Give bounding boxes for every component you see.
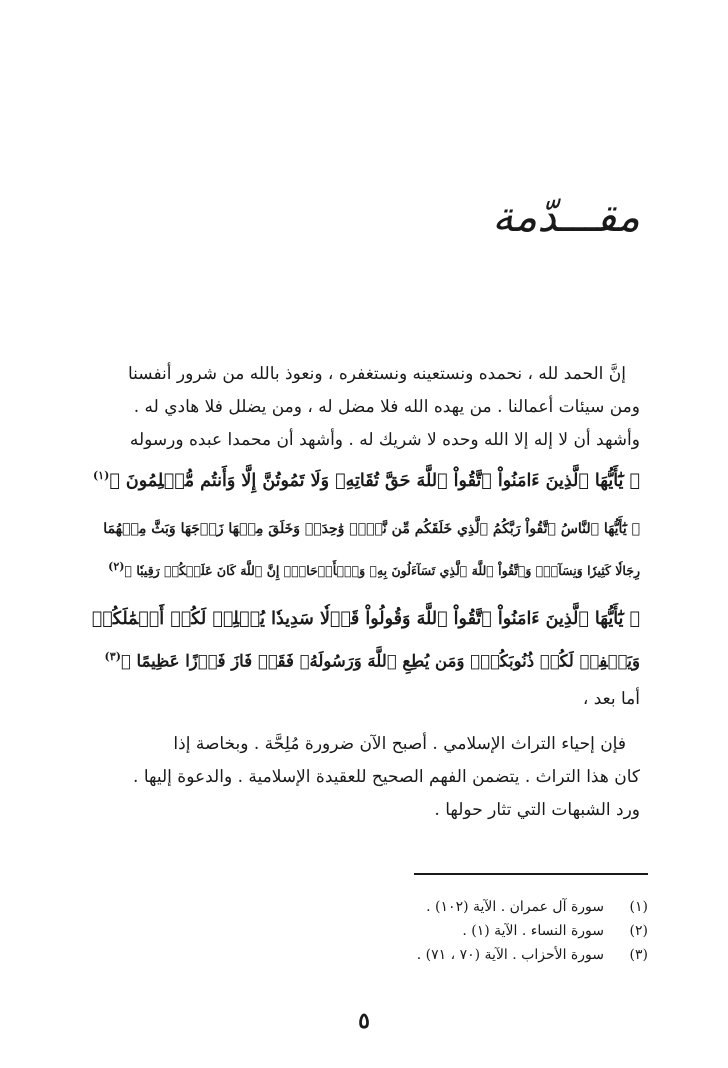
text-line-1: إنَّ الحمد لله ، نحمده ونستعينه ونستغفره ، ونعوذ بالله من شرور أنفسنا bbox=[127, 364, 626, 384]
paragraph-2 bbox=[90, 728, 640, 827]
page-heading: مقـــدّمة bbox=[492, 192, 640, 241]
introduction-text bbox=[90, 358, 640, 827]
footnote-1-text: سورة آل عمران . الآية (١٠٢) . bbox=[426, 899, 604, 915]
para2-line-2: كان هذا التراث . يتضمن الفهم الصحيح للعقيدة الإسلامية . والدعوة إليها . bbox=[133, 767, 640, 788]
quran-verse-2-line-1: ﴿ يَٰٓأَيُّهَا ٱلنَّاسُ ٱتَّقُواْ رَبَّكُمُ ٱلَّذِي خَلَقَكُم مِّن نَّفۡسٖ وَٰحِدَةٖ وَخَلَقَ مِنۡهَا زَوۡجَهَا وَبَثَّ مِنۡهُمَا bbox=[103, 520, 640, 537]
footnote-2-text: سورة النساء . الآية (١) . bbox=[462, 923, 604, 939]
text-line-3: وأشهد أن لا إله إلا الله وحده لا شريك له . وأشهد أن محمدا عبده ورسوله bbox=[129, 430, 640, 450]
verse-2-text: رِجَالٗا كَثِيرٗا وَنِسَآءٗۚ وَٱتَّقُواْ ٱللَّهَ ٱلَّذِي تَسَآءَلُونَ بِهِۦ وَٱلۡأَرۡحَامَۚ إِنَّ ٱللَّهَ كَانَ عَلَيۡكُمۡ رَقِيبٗا ﴾ bbox=[124, 562, 640, 578]
amma-baad: أما بعد ، bbox=[582, 689, 640, 710]
footnote-1-number: (١) bbox=[629, 899, 648, 915]
verse-1-text: ﴿ يَٰٓأَيُّهَا ٱلَّذِينَ ءَامَنُواْ ٱتَّقُواْ ٱللَّهَ حَقَّ تُقَاتِهِۦ وَلَا تَمُوتُنَّ إِلَّا وَأَنتُم مُّسۡلِمُونَ ﴾ bbox=[109, 470, 640, 491]
footnote-2 bbox=[288, 919, 648, 943]
footnote-3-number: (٣) bbox=[629, 947, 648, 963]
footnote-2-number: (٢) bbox=[629, 923, 648, 939]
text-line-2: ومن سيئات أعمالنا . من يهده الله فلا مضل له ، ومن يضلل فلا هادي له . bbox=[133, 397, 640, 417]
verse-2-ref: (٢) bbox=[108, 559, 125, 573]
page-number: ٥ bbox=[358, 1008, 370, 1034]
quran-verse-2-line-2 bbox=[90, 548, 640, 590]
footnote-divider bbox=[414, 873, 648, 875]
footnote-3-text: سورة الأحزاب . الآية (٧٠ ، ٧١) . bbox=[416, 947, 604, 963]
verse-1-ref: (١) bbox=[92, 469, 110, 482]
para2-line-1: فإن إحياء التراث الإسلامي . أصبح الآن ضرورة مُلِحَّة . وبخاصة إذا bbox=[173, 734, 626, 755]
quran-verse-1 bbox=[90, 457, 640, 500]
footnote-3 bbox=[288, 943, 648, 967]
quran-verse-3-line-2 bbox=[90, 638, 640, 681]
footnote-1 bbox=[288, 895, 648, 919]
para2-line-3: ورد الشبهات التي تثار حولها . bbox=[434, 800, 640, 821]
footnotes bbox=[288, 895, 648, 967]
verse-3-text: وَيَغۡفِرۡ لَكُمۡ ذُنُوبَكُمۡۗ وَمَن يُطِعِ ٱللَّهَ وَرَسُولَهُۥ فَقَدۡ فَازَ فَوۡزًا عَظِيمًا ﴾ bbox=[120, 651, 640, 671]
verse-3-ref: (٣) bbox=[104, 649, 121, 663]
quran-verse-3-line-1: ﴿ يَٰٓأَيُّهَا ٱلَّذِينَ ءَامَنُواْ ٱتَّقُواْ ٱللَّهَ وَقُولُواْ قَوۡلٗا سَدِيدٗا يُصۡلِحۡ لَكُمۡ أَعۡمَٰلَكُمۡ bbox=[91, 608, 640, 629]
